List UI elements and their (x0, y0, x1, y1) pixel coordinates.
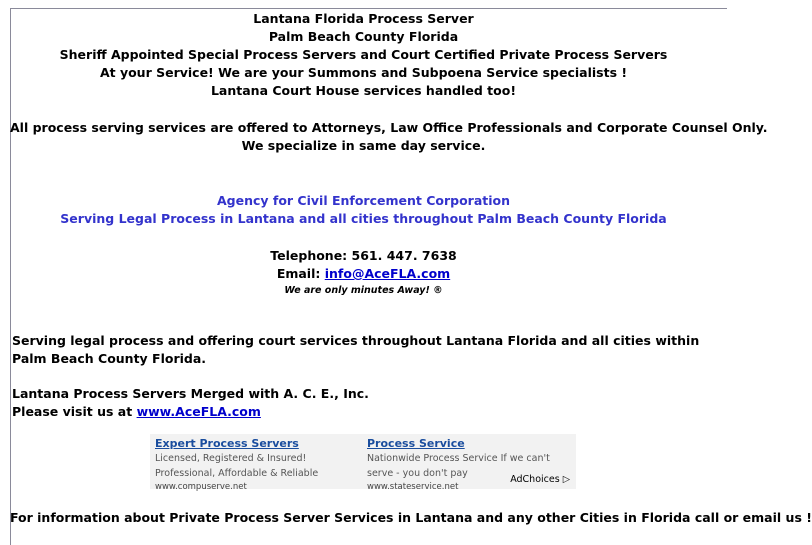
header-line-5: Lantana Court House services handled too! (210, 83, 517, 98)
ad-unit-1[interactable] (155, 436, 360, 493)
ad-1-url[interactable]: www.compuserve.net (155, 482, 247, 492)
visit-label: Please visit us at (12, 404, 137, 419)
adchoices-icon[interactable]: AdChoices ▷ (510, 474, 570, 485)
ad-banner (150, 434, 576, 492)
email-line (10, 265, 717, 283)
agency-name: Agency for Civil Enforcement Corporation (216, 193, 511, 208)
footer-call-to-action: For information about Private Process Server Services in Lantana and any other Cities in Florida call or email us ! (10, 510, 812, 525)
visit-line (12, 403, 717, 421)
visit-link[interactable]: www.AceFLA.com (136, 404, 261, 419)
email-label: Email: (276, 266, 325, 281)
header-line-1: Lantana Florida Process Server (253, 11, 474, 26)
merged-text: Lantana Process Servers Merged with A. C. E., Inc. (12, 386, 369, 401)
notice-attorneys: All process serving services are offered to Attorneys, Law Office Professionals and Corporate Counsel Only. (10, 120, 768, 135)
minutes-away-text: We are only minutes Away! ® (284, 285, 443, 296)
email-link[interactable]: info@AceFLA.com (324, 266, 451, 281)
ad-2-url[interactable]: www.stateservice.net (367, 482, 459, 492)
serving-paragraph: Serving legal process and offering court services throughout Lantana Florida and all cities within Palm Beach County Florida. (12, 333, 700, 366)
ad-2-desc: Nationwide Process Service If we can't serve - you don't pay (367, 453, 550, 479)
telephone: Telephone: 561. 447. 7638 (270, 248, 457, 263)
ad-1-title[interactable]: Expert Process Servers (155, 437, 299, 450)
header-line-4: At your Service! We are your Summons and Subpoena Service specialists ! (99, 65, 628, 80)
header-line-2: Palm Beach County Florida (268, 29, 459, 44)
header-line-3: Sheriff Appointed Special Process Servers and Court Certified Private Process Servers (59, 47, 668, 62)
ad-1-desc: Licensed, Registered & Insured! Professional, Affordable & Reliable (155, 453, 319, 479)
ad-2-title[interactable]: Process Service (367, 437, 465, 450)
notice-same-day: We specialize in same day service. (241, 138, 486, 153)
agency-tagline: Serving Legal Process in Lantana and all cities throughout Palm Beach County Florida (60, 211, 667, 226)
